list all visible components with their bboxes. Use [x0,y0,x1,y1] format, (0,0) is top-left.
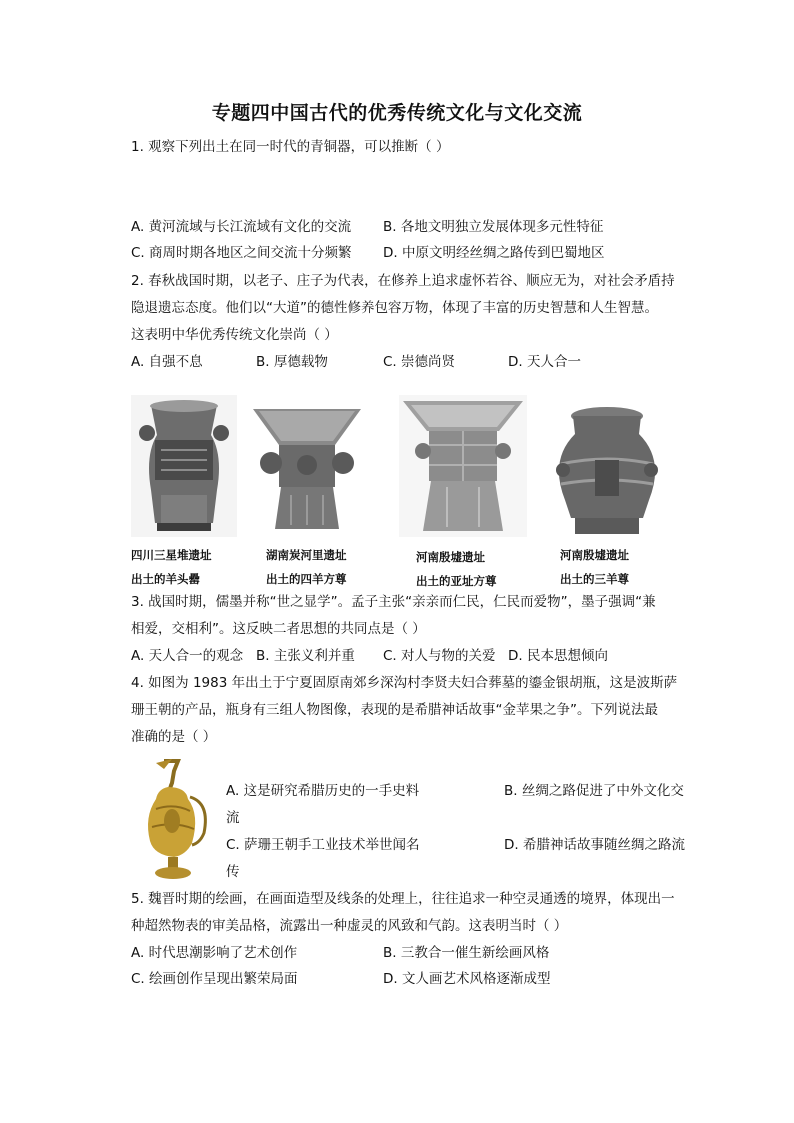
q4-option-d-continued: 传 [226,864,240,880]
gilded-silver-ewer-image [134,757,214,887]
bronze-caption-1-line-1: 四川三星堆遗址 [131,548,212,562]
q4-option-b: B. 丝绸之路促进了中外文化交 [504,783,684,799]
q2-option-b: B. 厚德载物 [256,354,328,370]
question-4-line-3: 准确的是（ ） [131,729,217,745]
question-4-line-2: 珊王朝的产品，瓶身有三组人物图像，表现的是希腊神话故事“金苹果之争”。下列说法最 [131,702,658,718]
q1-option-d: D. 中原文明经丝绸之路传到巴蜀地区 [383,245,605,261]
bronze-caption-2-line-2: 出土的四羊方尊 [266,572,347,586]
question-4-line-1: 4. 如图为 1983 年出土于宁夏固原南郊乡深沟村李贤夫妇合葬墓的鎏金银胡瓶，这是波斯萨 [131,675,678,691]
q1-option-c: C. 商周时期各地区之间交流十分频繁 [131,245,352,261]
q3-option-a: A. 天人合一的观念 [131,648,244,664]
q5-option-a: A. 时代思潮影响了艺术创作 [131,945,298,961]
q5-option-c: C. 绘画创作呈现出繁荣局面 [131,971,298,987]
q1-option-a: A. 黄河流域与长江流域有文化的交流 [131,219,352,235]
q4-option-a: A. 这是研究希腊历史的一手史料 [226,783,420,799]
q3-option-c: C. 对人与物的关爱 [383,648,496,664]
q2-option-c: C. 崇德尚贤 [383,354,456,370]
sheep-head-lei-image [131,395,237,537]
q4-option-b-continued: 流 [226,810,240,826]
q3-option-d: D. 民本思想倾向 [508,648,608,664]
page-title: 专题四中国古代的优秀传统文化与文化交流 [211,102,583,124]
question-5-line-1: 5. 魏晋时期的绘画，在画面造型及线条的处理上，往往追求一种空灵通透的境界，体现出一 [131,891,675,907]
bronze-caption-1-line-2: 出土的羊头罍 [131,572,200,586]
bronze-caption-3-line-1: 河南殷墟遗址 [416,550,485,564]
q4-option-c: C. 萨珊王朝手工业技术举世闻名 [226,837,420,853]
question-2-line-3: 这表明中华优秀传统文化崇尚（ ） [131,327,338,343]
q2-option-d: D. 天人合一 [508,354,581,370]
q2-option-a: A. 自强不息 [131,354,203,370]
q5-option-b: B. 三教合一催生新绘画风格 [383,945,550,961]
question-1-stem: 1. 观察下列出土在同一时代的青铜器，可以推断（ ） [131,139,450,155]
q4-option-d: D. 希腊神话故事随丝绸之路流 [504,837,685,853]
four-ram-square-zun-image [251,405,363,535]
q3-option-b: B. 主张义利并重 [256,648,355,664]
bronze-caption-4-line-1: 河南殷墟遗址 [560,548,629,562]
question-3-line-1: 3. 战国时期，儒墨并称“世之显学”。孟子主张“亲亲而仁民，仁民而爱物”，墨子强调“兼 [131,594,656,610]
bronze-caption-2-line-1: 湖南炭河里遗址 [266,548,347,562]
question-2-line-2: 隐退遗忘态度。他们以“大道”的德性修养包容万物，体现了丰富的历史智慧和人生智慧。 [131,300,658,316]
question-5-line-2: 种超然物表的审美品格，流露出一种虚灵的风致和气韵。这表明当时（ ） [131,918,568,934]
bronze-caption-4-line-2: 出土的三羊尊 [560,572,629,586]
yazhi-square-zun-image [399,395,527,537]
q5-option-d: D. 文人画艺术风格逐渐成型 [383,971,551,987]
q1-option-b: B. 各地文明独立发展体现多元性特征 [383,219,604,235]
question-3-line-2: 相爱，交相利”。这反映二者思想的共同点是（ ） [131,621,426,637]
bronze-caption-3-line-2: 出土的亚址方尊 [416,574,497,588]
question-2-line-1: 2. 春秋战国时期，以老子、庄子为代表，在修养上追求虚怀若谷、顺应无为，对社会矛盾持 [131,273,675,289]
three-ram-zun-image [547,400,667,540]
